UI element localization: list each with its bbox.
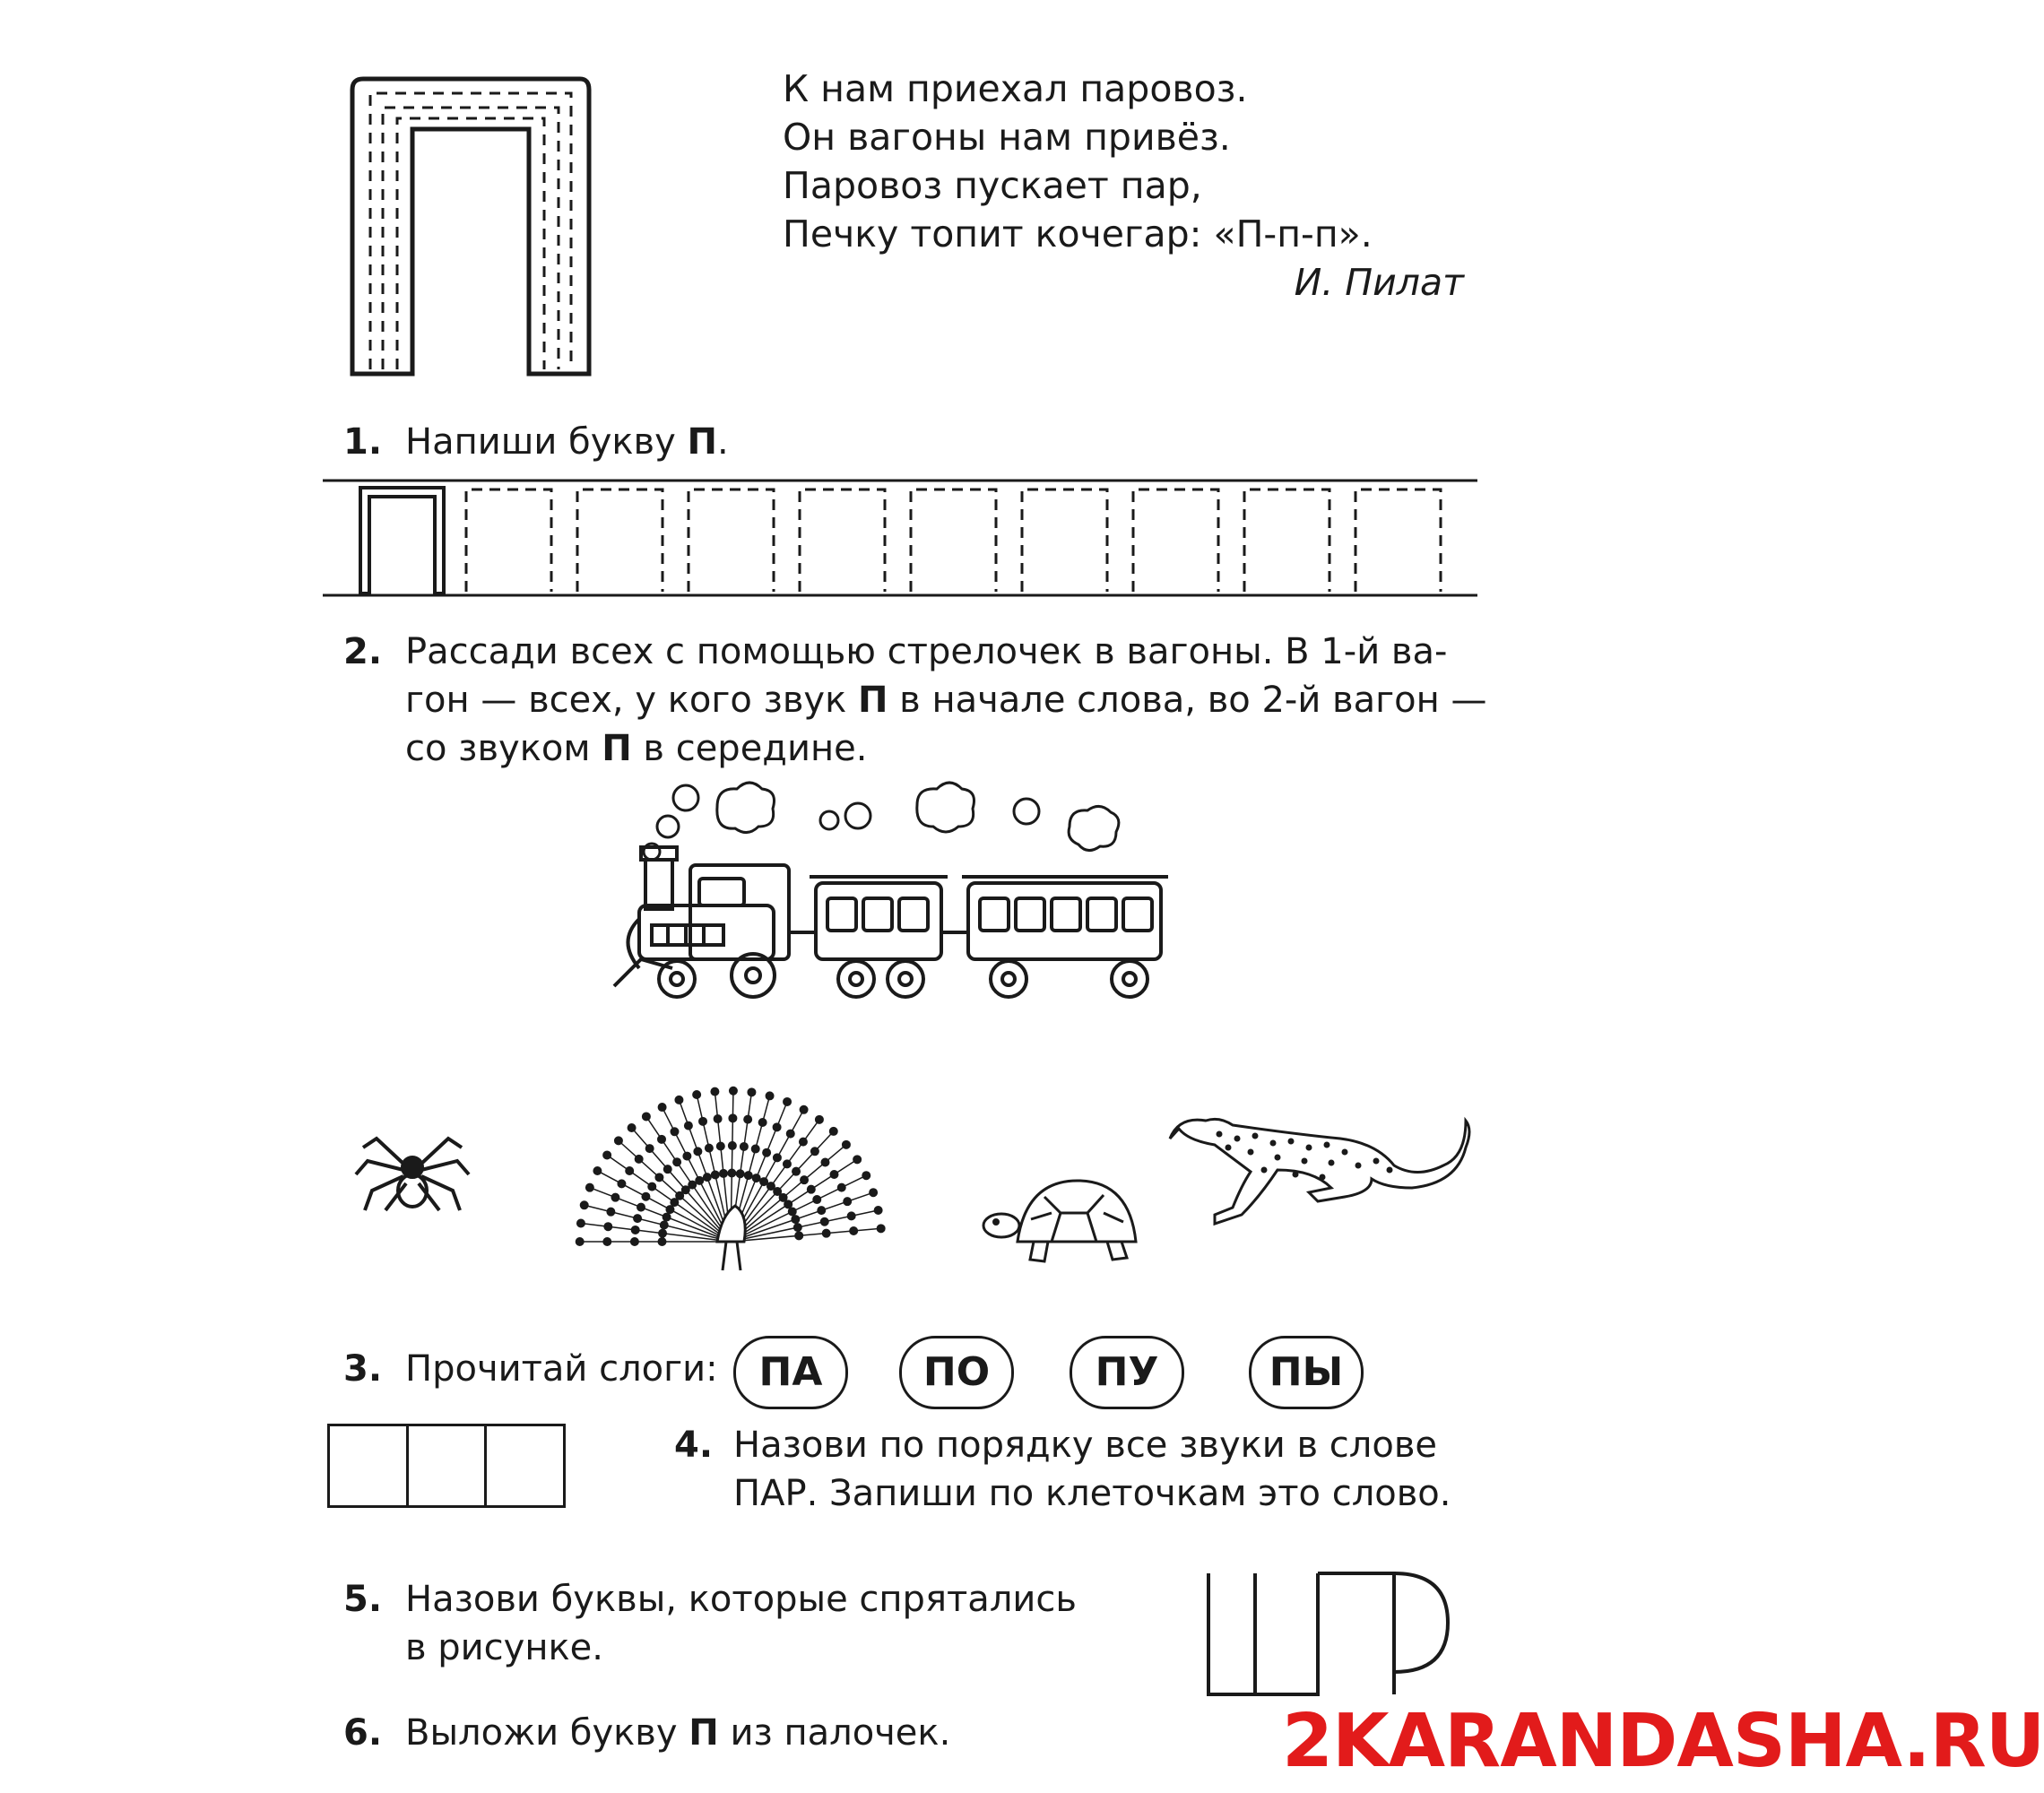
- peacock-eye: [673, 1158, 680, 1165]
- peacock-eye: [850, 1227, 857, 1234]
- peacock-eye: [577, 1219, 585, 1226]
- task-6-letter: П: [689, 1712, 719, 1754]
- tracing-letter: [466, 489, 551, 592]
- peacock-eye: [685, 1122, 692, 1130]
- sound-cells[interactable]: [327, 1424, 566, 1508]
- poem-line: К нам приехал паровоз.: [783, 67, 1248, 110]
- task-2-line-1: Рассади всех с помощью стрелочек в вагоны. В 1-й ва-: [405, 631, 1448, 672]
- cheetah-icon: [1165, 1098, 1479, 1242]
- peacock-eye: [844, 1198, 851, 1205]
- peacock-eye: [848, 1212, 855, 1219]
- wagon-1: [789, 877, 948, 997]
- train-icon: [596, 771, 1179, 1013]
- peacock-eye: [603, 1151, 611, 1158]
- t2-part: в начале слова, во 2-й вагон —: [888, 680, 1487, 721]
- sound-cell[interactable]: [330, 1426, 409, 1505]
- smoke-puffs: [644, 783, 1119, 860]
- task-number: 3.: [343, 1348, 383, 1390]
- cheetah-spot: [1288, 1139, 1295, 1145]
- peacock-eye: [615, 1137, 622, 1144]
- task-4-line-1: Назови по порядку все звуки в слове: [733, 1425, 1438, 1466]
- peacock-eye: [795, 1232, 802, 1239]
- peacock-eye: [637, 1204, 645, 1211]
- cheetah-spot: [1226, 1145, 1232, 1151]
- peacock-icon: [565, 1062, 892, 1278]
- peacock-eye: [682, 1186, 689, 1193]
- peacock-eye: [784, 1160, 791, 1167]
- peacock-eye: [646, 1145, 654, 1152]
- peacock-eye: [626, 1167, 633, 1174]
- peacock-eye: [787, 1130, 794, 1138]
- peacock-eye: [586, 1184, 593, 1191]
- peacock-eye: [715, 1115, 722, 1122]
- wagon-2: [941, 877, 1168, 997]
- peacock-eye: [821, 1158, 828, 1165]
- big-letter-p-icon: [345, 74, 596, 383]
- peacock-eye: [675, 1096, 682, 1104]
- peacock-eye: [774, 1123, 781, 1130]
- peacock-eye: [603, 1238, 611, 1245]
- peacock-eye: [759, 1119, 766, 1126]
- watermark: 2KARANDASHA.RU: [1282, 1699, 2044, 1784]
- poem: [783, 65, 1464, 307]
- cheetah-spot: [1252, 1133, 1259, 1139]
- peacock-eye: [818, 1207, 825, 1214]
- tracing-letter: [1022, 489, 1107, 592]
- peacock-eye: [628, 1124, 636, 1131]
- peacock-eye: [730, 1087, 737, 1095]
- task-5-line-1: Назови буквы, которые спрятались: [405, 1579, 1077, 1620]
- locomotive: [614, 847, 789, 997]
- peacock-eye: [862, 1172, 870, 1179]
- peacock-eye: [729, 1142, 736, 1149]
- peacock-eye: [699, 1118, 706, 1125]
- tracing-letter: [1133, 489, 1218, 592]
- peacock-eye: [784, 1200, 792, 1208]
- spider-icon: [354, 1121, 471, 1219]
- peacock-eye: [741, 1143, 748, 1150]
- tracing-letter: [800, 489, 885, 592]
- peacock-eye: [671, 1199, 678, 1206]
- hidden-letters-icon: [1201, 1564, 1461, 1699]
- tracing-letter: [577, 489, 663, 592]
- peacock-eye: [821, 1218, 828, 1226]
- t2-part: в середине.: [631, 728, 868, 769]
- t2-letter: П: [857, 680, 888, 721]
- peacock-eye: [696, 1177, 703, 1184]
- syllable-po: ПО: [899, 1336, 1014, 1409]
- peacock-eye: [676, 1192, 683, 1200]
- task-text: [405, 418, 729, 466]
- task-4-line-2: ПАР. Запиши по клеточкам это слово.: [733, 1473, 1451, 1514]
- peacock-eye: [729, 1114, 736, 1122]
- peacock-eye: [704, 1174, 711, 1181]
- peacock-eye: [576, 1238, 584, 1245]
- cheetah-spot: [1234, 1136, 1241, 1142]
- cheetah-spot: [1342, 1149, 1348, 1156]
- peacock-eye: [658, 1136, 665, 1143]
- peacock-eye: [693, 1091, 700, 1098]
- tracing-letter: [1355, 489, 1441, 592]
- task-number: 1.: [343, 421, 383, 463]
- poem-line: Паровоз пускает пар,: [783, 164, 1202, 207]
- peacock-eye: [706, 1145, 713, 1152]
- peacock-eye: [728, 1170, 735, 1177]
- peacock-eye: [875, 1207, 882, 1214]
- peacock-eye: [774, 1188, 781, 1195]
- peacock-eye: [843, 1141, 850, 1148]
- task-2-line-3: [405, 724, 867, 773]
- peacock-eye: [712, 1171, 719, 1178]
- peacock-eye: [801, 1176, 808, 1183]
- cheetah-spot: [1217, 1131, 1223, 1138]
- peacock-eye: [659, 1230, 666, 1237]
- peacock-eye: [801, 1106, 808, 1113]
- peacock-eye: [744, 1116, 751, 1123]
- peacock-eye: [663, 1214, 671, 1221]
- sound-cell[interactable]: [487, 1426, 563, 1505]
- peacock-eye: [643, 1113, 650, 1120]
- peacock-eye: [878, 1225, 885, 1232]
- peacock-eye: [830, 1128, 837, 1135]
- peacock-eye: [581, 1201, 588, 1208]
- peacock-eye: [794, 1224, 801, 1231]
- peacock-eye: [717, 1142, 724, 1149]
- syllable-pa: ПА: [733, 1336, 848, 1409]
- task-number: 4.: [674, 1425, 714, 1466]
- peacock-eye: [780, 1194, 787, 1201]
- sound-cell[interactable]: [409, 1426, 488, 1505]
- peacock-eye: [767, 1182, 775, 1190]
- task-6-part: из палочек.: [718, 1712, 951, 1754]
- cheetah-spot: [1275, 1155, 1281, 1161]
- t2-letter: П: [602, 728, 632, 769]
- syllable-pu: ПУ: [1070, 1336, 1184, 1409]
- cheetah-spot: [1270, 1140, 1277, 1147]
- task-6-part: Выложи букву: [405, 1712, 689, 1754]
- peacock-eye: [766, 1092, 774, 1099]
- peacock-eye: [671, 1128, 678, 1135]
- peacock-eye: [659, 1104, 666, 1111]
- task-1-letter: П: [687, 421, 717, 463]
- task-1-end: .: [717, 421, 729, 463]
- peacock-eye: [632, 1226, 639, 1234]
- peacock-eye: [792, 1216, 799, 1223]
- cheetah-spot: [1324, 1142, 1330, 1148]
- task-5-line-2: в рисунке.: [405, 1627, 603, 1668]
- poem-line: Печку топит кочегар: «П-п-п».: [783, 212, 1373, 256]
- cheetah-spot: [1329, 1160, 1335, 1166]
- peacock-eye: [808, 1186, 815, 1193]
- task-6-text: [405, 1709, 950, 1757]
- task-3-text: Прочитай слоги:: [405, 1348, 718, 1390]
- peacock-eye: [683, 1153, 690, 1160]
- tracing-letter: [1244, 489, 1329, 592]
- peacock-eye: [789, 1208, 796, 1215]
- peacock-eye: [642, 1193, 649, 1200]
- poem-line: Он вагоны нам привёз.: [783, 116, 1231, 159]
- cheetah-spot: [1261, 1167, 1268, 1174]
- peacock-eye: [816, 1116, 823, 1123]
- peacock-eye: [774, 1154, 781, 1161]
- peacock-eye: [631, 1238, 638, 1245]
- peacock-eye: [811, 1148, 818, 1155]
- syllable-py: ПЫ: [1249, 1336, 1364, 1409]
- peacock-eye: [753, 1174, 760, 1182]
- peacock-eye: [711, 1088, 718, 1096]
- cheetah-spot: [1248, 1149, 1254, 1156]
- peacock-eye: [813, 1196, 820, 1203]
- peacock-eye: [853, 1156, 861, 1163]
- peacock-eye: [792, 1168, 800, 1175]
- peacock-eye: [752, 1146, 759, 1153]
- peacock-eye: [655, 1174, 663, 1181]
- peacock-eye: [720, 1170, 727, 1177]
- peacock-eye: [763, 1149, 770, 1156]
- tracing-letter: [689, 489, 774, 592]
- peacock-eye: [823, 1230, 830, 1237]
- cheetah-spot: [1302, 1158, 1308, 1165]
- turtle-icon: [982, 1170, 1139, 1269]
- peacock-feather: [583, 1205, 731, 1242]
- task-1-text: Напиши букву: [405, 421, 688, 463]
- peacock-feather: [731, 1210, 879, 1242]
- cheetah-spot: [1293, 1172, 1299, 1178]
- peacock-eye: [648, 1183, 655, 1191]
- peacock-eye: [634, 1215, 641, 1222]
- task-number: 5.: [343, 1579, 383, 1620]
- cheetah-spot: [1355, 1163, 1362, 1169]
- peacock-eye: [870, 1189, 877, 1196]
- cheetah-spot: [1387, 1167, 1393, 1174]
- peacock-eye: [800, 1139, 807, 1146]
- tracing-letter: [911, 489, 996, 592]
- peacock-eye: [611, 1194, 619, 1201]
- peacock-eye: [689, 1182, 696, 1189]
- peacock-eye: [593, 1167, 601, 1174]
- peacock-eye: [666, 1206, 673, 1213]
- peacock-eye: [664, 1165, 671, 1173]
- peacock-eye: [838, 1184, 845, 1191]
- peacock-eye: [694, 1148, 701, 1155]
- cheetah-spot: [1373, 1158, 1380, 1165]
- peacock-eye: [737, 1170, 744, 1177]
- cheetah-spot: [1306, 1145, 1312, 1151]
- peacock-eye: [604, 1223, 611, 1230]
- peacock-eye: [745, 1172, 752, 1179]
- peacock-eye: [830, 1171, 837, 1178]
- task-number: 6.: [343, 1712, 383, 1754]
- peacock-eye: [618, 1180, 625, 1187]
- peacock-eye: [636, 1156, 643, 1163]
- task-2-line-2: [405, 676, 1487, 724]
- peacock-eye: [748, 1088, 755, 1096]
- t2-part: со звуком: [405, 728, 602, 769]
- peacock-eye: [784, 1098, 791, 1105]
- peacock-eye: [607, 1208, 614, 1216]
- peacock-eye: [760, 1178, 767, 1185]
- poem-author: И. Пилат: [1294, 261, 1464, 304]
- writing-line[interactable]: [323, 475, 1479, 601]
- peacock-eye: [661, 1221, 668, 1228]
- task-number: 2.: [343, 631, 383, 672]
- peacock-eye: [659, 1238, 666, 1245]
- cheetah-spot: [1320, 1174, 1326, 1181]
- t2-part: гон — всех, у кого звук: [405, 680, 858, 721]
